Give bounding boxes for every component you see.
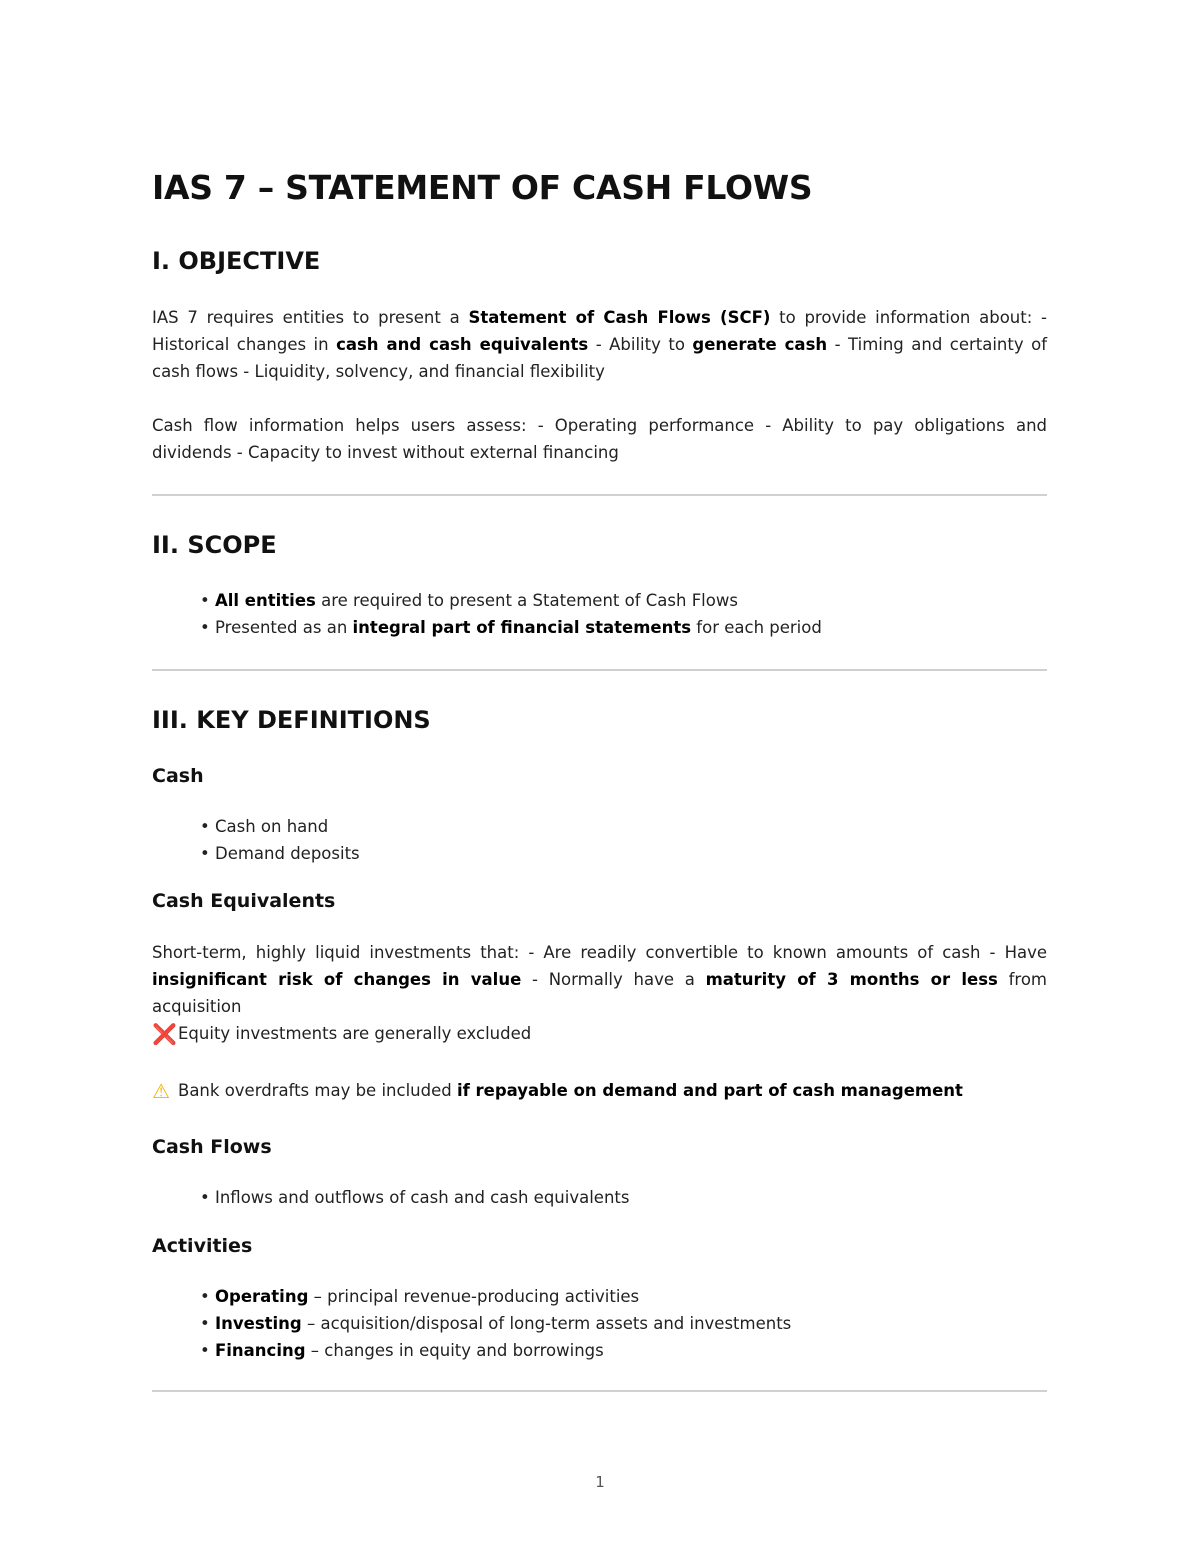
- page-title: IAS 7 – STATEMENT OF CASH FLOWS: [152, 168, 813, 207]
- cross-mark-icon: ❌: [152, 1022, 177, 1046]
- definitions-heading: III. KEY DEFINITIONS: [152, 706, 431, 734]
- section-divider: [152, 1390, 1047, 1392]
- note-equity-excluded: ❌Equity investments are generally excluded: [152, 1022, 532, 1046]
- cash-subheading: Cash: [152, 765, 204, 787]
- scope-heading: II. SCOPE: [152, 531, 277, 559]
- cash-list: [200, 813, 360, 867]
- warning-icon: ⚠: [152, 1079, 170, 1103]
- activities-list: [200, 1283, 791, 1364]
- list-item: • Cash on hand: [200, 813, 360, 840]
- activities-subheading: Activities: [152, 1235, 253, 1257]
- section-divider: [152, 494, 1047, 496]
- list-item: • Presented as an integral part of financial statements for each period: [200, 614, 822, 641]
- cash-flows-list: [200, 1184, 629, 1211]
- objective-paragraph-2: Cash flow information helps users assess: - Operating performance - Ability to pay obligations and dividends - Capacity to invest without external financing: [152, 416, 1047, 462]
- cash-equivalents-paragraph: Short-term, highly liquid investments that: - Are readily convertible to known amounts of cash - Have insignificant risk of changes in value - Normally have a maturity of 3 months or less from acquisition: [152, 943, 1047, 1016]
- cash-flows-subheading: Cash Flows: [152, 1136, 272, 1158]
- scope-list: [200, 587, 822, 641]
- list-item: • All entities are required to present a Statement of Cash Flows: [200, 587, 822, 614]
- cash-equivalents-subheading: Cash Equivalents: [152, 890, 336, 912]
- list-item: • Investing – acquisition/disposal of long-term assets and investments: [200, 1310, 791, 1337]
- section-divider: [152, 669, 1047, 671]
- list-item: • Financing – changes in equity and borrowings: [200, 1337, 791, 1364]
- list-item: • Operating – principal revenue-producing activities: [200, 1283, 791, 1310]
- note-bank-overdrafts: ⚠ Bank overdrafts may be included if repayable on demand and part of cash management: [152, 1079, 963, 1103]
- list-item: • Inflows and outflows of cash and cash equivalents: [200, 1184, 629, 1211]
- list-item: • Demand deposits: [200, 840, 360, 867]
- objective-paragraph-1: IAS 7 requires entities to present a Statement of Cash Flows (SCF) to provide information about: - Historical changes in cash and cash equivalents - Ability to generate cash - Timing and certainty of cash flows - Liquidity, solvency, and financial flexibility: [152, 308, 1047, 381]
- page-number: 1: [595, 1473, 605, 1491]
- objective-heading: I. OBJECTIVE: [152, 247, 321, 275]
